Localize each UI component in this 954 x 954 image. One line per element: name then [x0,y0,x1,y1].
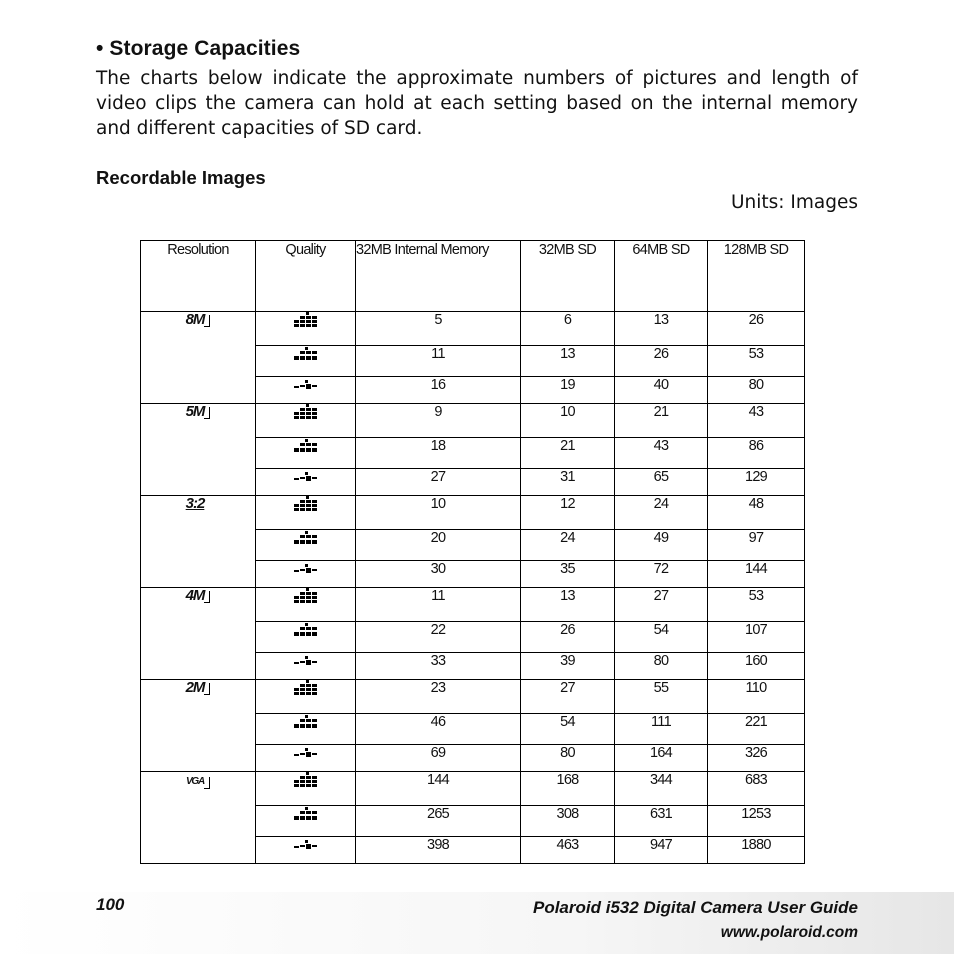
table-row [141,680,805,714]
sd-128mb-value: 53 [708,346,805,377]
normal-quality-icon [294,653,318,669]
sd-32mb-value: 12 [521,496,615,530]
sd-32mb-value: 308 [521,806,615,837]
sd-64mb-value: 49 [615,530,708,561]
sd-64mb-value: 55 [615,680,708,714]
fine-quality-icon [294,806,318,822]
sd-128mb-value: 26 [708,312,805,346]
resolution-icon: VGA [186,774,210,789]
sd-32mb-value: 168 [521,772,615,806]
super-fine-quality-icon [294,496,318,512]
sd-32mb-value: 31 [521,469,615,496]
internal-memory-value: 20 [356,530,521,561]
sd-64mb-value: 80 [615,653,708,680]
resolution-icon: 3:2 [185,495,205,512]
sd-128mb-value: 86 [708,438,805,469]
quality-cell [256,496,356,530]
sd-32mb-value: 10 [521,404,615,438]
internal-memory-value: 33 [356,653,521,680]
quality-cell [256,530,356,561]
sd-64mb-value: 40 [615,377,708,404]
sd-32mb-value: 6 [521,312,615,346]
quality-cell [256,561,356,588]
sd-32mb-value: 19 [521,377,615,404]
normal-quality-icon [294,377,318,393]
sd-32mb-value: 13 [521,588,615,622]
sd-64mb-value: 631 [615,806,708,837]
internal-memory-value: 11 [356,346,521,377]
internal-memory-value: 9 [356,404,521,438]
sd-128mb-value: 326 [708,745,805,772]
sd-128mb-value: 129 [708,469,805,496]
header-resolution: Resolution [141,241,256,312]
normal-quality-icon [294,561,318,577]
sd-128mb-value: 97 [708,530,805,561]
sd-32mb-value: 35 [521,561,615,588]
sd-32mb-value: 13 [521,346,615,377]
fine-quality-icon [294,530,318,546]
sd-128mb-value: 48 [708,496,805,530]
table-row [141,772,805,806]
quality-cell [256,837,356,864]
sd-32mb-value: 54 [521,714,615,745]
quality-cell [256,438,356,469]
internal-memory-value: 46 [356,714,521,745]
resolution-icon: 2M [186,680,211,695]
sd-32mb-value: 27 [521,680,615,714]
fine-quality-icon [294,622,318,638]
quality-cell [256,377,356,404]
super-fine-quality-icon [294,680,318,696]
quality-cell [256,404,356,438]
resolution-icon: 5M [186,404,211,419]
page-number: 100 [96,895,125,914]
sd-128mb-value: 110 [708,680,805,714]
sd-128mb-value: 43 [708,404,805,438]
resolution-cell [141,680,256,772]
sd-32mb-value: 463 [521,837,615,864]
quality-cell [256,714,356,745]
sd-32mb-value: 24 [521,530,615,561]
resolution-cell [141,772,256,864]
sd-64mb-value: 947 [615,837,708,864]
internal-memory-value: 16 [356,377,521,404]
normal-quality-icon [294,837,318,853]
sd-64mb-value: 21 [615,404,708,438]
table-row [141,404,805,438]
table-row [141,312,805,346]
sd-128mb-value: 144 [708,561,805,588]
super-fine-quality-icon [294,588,318,604]
super-fine-quality-icon [294,312,318,328]
internal-memory-value: 265 [356,806,521,837]
sd-128mb-value: 80 [708,377,805,404]
internal-memory-value: 11 [356,588,521,622]
header-64mb-sd: 64MB SD [615,241,708,312]
section-heading: • Storage Capacities [96,37,301,60]
sd-64mb-value: 65 [615,469,708,496]
quality-cell [256,469,356,496]
sd-128mb-value: 1253 [708,806,805,837]
internal-memory-value: 69 [356,745,521,772]
sd-64mb-value: 13 [615,312,708,346]
sd-64mb-value: 72 [615,561,708,588]
sd-128mb-value: 221 [708,714,805,745]
table-row [141,496,805,530]
internal-memory-value: 27 [356,469,521,496]
fine-quality-icon [294,346,318,362]
quality-cell [256,312,356,346]
header-quality: Quality [256,241,356,312]
sd-128mb-value: 683 [708,772,805,806]
sd-64mb-value: 54 [615,622,708,653]
resolution-cell [141,312,256,404]
sd-64mb-value: 27 [615,588,708,622]
quality-cell [256,346,356,377]
quality-cell [256,622,356,653]
sd-128mb-value: 160 [708,653,805,680]
internal-memory-value: 398 [356,837,521,864]
sd-32mb-value: 21 [521,438,615,469]
header-128mb-sd: 128MB SD [708,241,805,312]
normal-quality-icon [294,745,318,761]
resolution-icon: 4M [186,588,211,603]
quality-cell [256,653,356,680]
sd-32mb-value: 26 [521,622,615,653]
recordable-images-table [140,240,805,864]
sd-64mb-value: 164 [615,745,708,772]
internal-memory-value: 18 [356,438,521,469]
sd-32mb-value: 39 [521,653,615,680]
sd-64mb-value: 24 [615,496,708,530]
table-row [141,588,805,622]
internal-memory-value: 5 [356,312,521,346]
resolution-icon: 8M [186,312,211,327]
resolution-cell [141,404,256,496]
internal-memory-value: 30 [356,561,521,588]
quality-cell [256,772,356,806]
resolution-cell [141,588,256,680]
sd-128mb-value: 53 [708,588,805,622]
header-internal-memory: 32MB Internal Memory [356,241,521,312]
fine-quality-icon [294,438,318,454]
sd-64mb-value: 344 [615,772,708,806]
subheading: Recordable Images [96,167,266,188]
quality-cell [256,680,356,714]
sd-128mb-value: 107 [708,622,805,653]
quality-cell [256,806,356,837]
normal-quality-icon [294,469,318,485]
sd-64mb-value: 111 [615,714,708,745]
internal-memory-value: 10 [356,496,521,530]
super-fine-quality-icon [294,404,318,420]
sd-64mb-value: 26 [615,346,708,377]
quality-cell [256,745,356,772]
intro-paragraph: The charts below indicate the approximate numbers of pictures and length of video clips the camera can hold at each setting based on the internal memory and different capacities of SD card. [96,68,858,139]
internal-memory-value: 23 [356,680,521,714]
quality-cell [256,588,356,622]
fine-quality-icon [294,714,318,730]
internal-memory-value: 144 [356,772,521,806]
sd-32mb-value: 80 [521,745,615,772]
header-32mb-sd: 32MB SD [521,241,615,312]
units-label: Units: Images [731,192,858,213]
guide-url: www.polaroid.com [720,924,858,941]
sd-64mb-value: 43 [615,438,708,469]
resolution-cell [141,496,256,588]
sd-128mb-value: 1880 [708,837,805,864]
internal-memory-value: 22 [356,622,521,653]
guide-title: Polaroid i532 Digital Camera User Guide [532,898,858,917]
super-fine-quality-icon [294,772,318,788]
